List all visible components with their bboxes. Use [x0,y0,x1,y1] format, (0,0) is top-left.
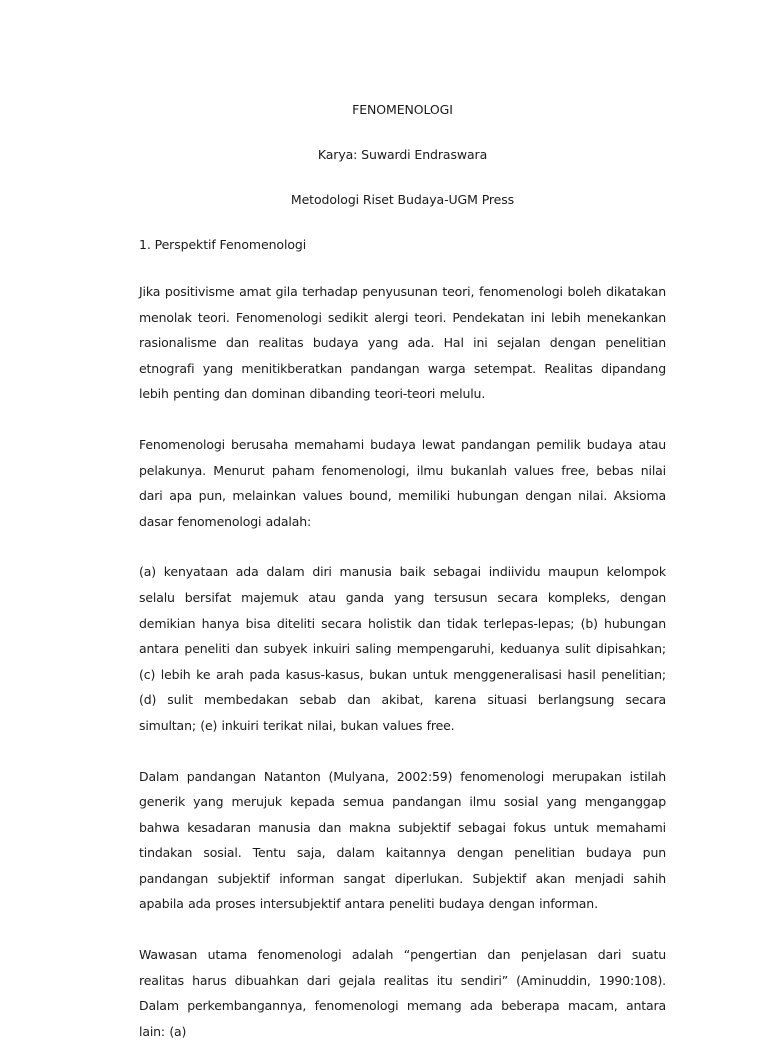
paragraph: Dalam pandangan Natanton (Mulyana, 2002:59) fenomenologi merupakan istilah generik yang merujuk kepada semua pandangan ilmu sosial yang menganggap bahwa kesadaran manusia dan makna subjektif sebagai fokus untuk memahami tindakan sosial. Tentu saja, dalam kaitannya dengan penelitian budaya pun pandangan subjektif informan sangat diperlukan. Subjektif akan menjadi sahih apabila ada proses intersubjektif antara peneliti budaya dengan informan. [139,768,666,912]
paragraph: Fenomenologi berusaha memahami budaya lewat pandangan pemilik budaya atau pelakunya. Menurut paham fenomenologi, ilmu bukanlah values free, bebas nilai dari apa pun, melainkan values bound, memiliki hubungan dengan nilai. Aksioma dasar fenomenologi adalah: [139,436,666,529]
document-source: Metodologi Riset Budaya-UGM Press [290,192,515,207]
paragraph: Jika positivisme amat gila terhadap penyusunan teori, fenomenologi boleh dikatakan menolak teori. Fenomenologi sedikit alergi teori. Pendekatan ini lebih menekankan rasionalisme dan realitas budaya yang ada. Hal ini sejalan dengan penelitian etnografi yang menitikberatkan pandangan warga setempat. Realitas dipandang lebih penting dan dominan dibanding teori-teori melulu. [139,284,666,402]
paragraph: Wawasan utama fenomenologi adalah “pengertian dan penjelasan dari suatu realitas harus dibuahkan dari gejala realitas itu sendiri” (Aminuddin, 1990:108). Dalam perkembangannya, fenomenologi memang ada beberapa macam, antara lain: (a) [139,947,666,1039]
document-author: Karya: Suwardi Endraswara [317,147,488,162]
section-heading: 1. Perspektif Fenomenologi [139,237,307,252]
paragraph: (a) kenyataan ada dalam diri manusia baik sebagai indiividu maupun kelompok selalu bersifat majemuk atau ganda yang tersusun secara kompleks, dengan demikian hanya bisa diteliti secara holistik dan tidak terlepas-lepas; (b) hubungan antara peneliti dan subyek inkuiri saling mempengaruhi, keduanya sulit dipisahkan; (c) lebih ke arah pada kasus-kasus, bukan untuk menggeneralisasi hasil penelitian; (d) sulit membedakan sebab dan akibat, karena situasi berlangsung secara simultan; (e) inkuiri terikat nilai, bukan values free. [139,564,666,733]
document-content [139,100,666,1044]
document-title: FENOMENOLOGI [352,102,453,117]
